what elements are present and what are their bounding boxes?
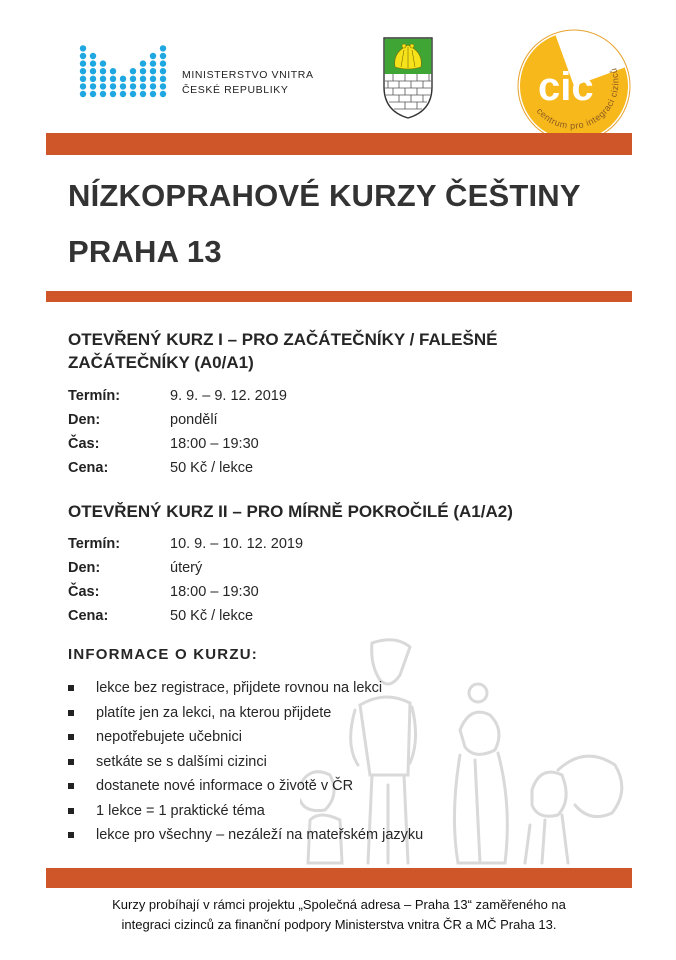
ministry-logo-icon xyxy=(78,42,168,98)
logo-dot xyxy=(100,68,106,74)
course-2-title: OTEVŘENÝ KURZ II – PRO MÍRNĚ POKROČILÉ (A1/A2) xyxy=(68,502,513,521)
ministry-name-line1: MINISTERSTVO VNITRA xyxy=(182,69,314,81)
logo-dot xyxy=(150,60,156,66)
logo-dot xyxy=(140,91,146,97)
ministry-name xyxy=(182,68,314,98)
term-label: Termín: xyxy=(68,536,121,552)
accent-bar-middle xyxy=(46,291,632,302)
term-label: Termín: xyxy=(68,388,121,404)
info-list-item xyxy=(68,701,423,726)
logo-dot xyxy=(160,53,166,59)
info-list-item xyxy=(68,676,423,701)
logo-dot xyxy=(100,60,106,66)
day-label: Den: xyxy=(68,560,101,576)
time-value: 18:00 – 19:30 xyxy=(170,436,259,452)
logo-dot xyxy=(110,83,116,89)
logo-dot xyxy=(150,83,156,89)
info-list-item xyxy=(68,774,423,799)
day-value: úterý xyxy=(170,560,203,576)
logo-dot xyxy=(140,60,146,66)
logo-dot xyxy=(160,76,166,82)
footer-line2: integraci cizinců za finanční podpory Ministerstva vnitra ČR a MČ Praha 13. xyxy=(121,917,557,932)
logo-dot xyxy=(80,60,86,66)
info-item-text: lekce bez registrace, přijdete rovnou na lekci xyxy=(96,680,383,696)
info-list-item xyxy=(68,725,423,750)
info-list-item xyxy=(68,799,423,824)
logo-dot xyxy=(130,83,136,89)
ministry-name-line2: ČESKÉ REPUBLIKY xyxy=(182,84,289,96)
logo-dot xyxy=(130,91,136,97)
logo-dot xyxy=(80,45,86,51)
price-value: 50 Kč / lekce xyxy=(170,460,254,476)
info-list xyxy=(68,676,423,848)
term-value: 10. 9. – 10. 12. 2019 xyxy=(170,536,304,552)
course-1-details xyxy=(68,384,287,480)
logo-dot xyxy=(90,76,96,82)
course-1-title: OTEVŘENÝ KURZ I – PRO ZAČÁTEČNÍKY / FALEŠNÉ ZAČÁTEČNÍKY (A0/A1) xyxy=(68,330,498,372)
logo-dot xyxy=(120,91,126,97)
time-label: Čas: xyxy=(68,436,100,452)
course-2-details xyxy=(68,532,303,628)
info-list-item xyxy=(68,823,423,848)
logo-dot xyxy=(90,83,96,89)
logo-dot xyxy=(160,91,166,97)
logo-dot xyxy=(90,68,96,74)
logo-dot xyxy=(150,76,156,82)
page-title xyxy=(68,168,581,280)
logo-dot xyxy=(90,53,96,59)
info-item-text: dostanete nové informace o životě v ČR xyxy=(96,778,354,794)
logo-dot xyxy=(90,91,96,97)
logo-dot xyxy=(150,91,156,97)
logo-dot xyxy=(160,83,166,89)
logo-dot xyxy=(100,91,106,97)
logo-dot xyxy=(130,76,136,82)
footer-line1: Kurzy probíhají v rámci projektu „Společná adresa – Praha 13“ zaměřeného na xyxy=(112,897,566,912)
info-item-text: setkáte se s dalšími cizinci xyxy=(96,753,267,770)
square-bullet-icon xyxy=(68,710,74,716)
time-label: Čas: xyxy=(68,584,100,600)
logo-dot xyxy=(80,53,86,59)
course-1-term-row xyxy=(68,384,287,408)
term-value: 9. 9. – 9. 12. 2019 xyxy=(170,388,287,404)
square-bullet-icon xyxy=(68,685,74,691)
square-bullet-icon xyxy=(68,832,74,838)
logo-dot xyxy=(120,83,126,89)
info-item-text: 1 lekce = 1 praktické téma xyxy=(96,802,265,819)
logo-dot xyxy=(130,68,136,74)
logo-dot xyxy=(110,76,116,82)
logo-dot xyxy=(110,91,116,97)
info-heading: INFORMACE O KURZU: xyxy=(68,646,258,663)
logo-dot xyxy=(80,91,86,97)
course-1-day-row xyxy=(68,408,287,432)
logo-dot xyxy=(80,68,86,74)
cic-ring-text: centrum pro integraci cizinců xyxy=(534,66,621,131)
info-item-text: lekce pro všechny – nezáleží na mateřském jazyku xyxy=(96,827,424,843)
logo-dot xyxy=(140,83,146,89)
square-bullet-icon xyxy=(68,759,74,765)
cic-logo-text: cic xyxy=(538,65,594,109)
logo-dot xyxy=(80,83,86,89)
logo-dot xyxy=(140,76,146,82)
square-bullet-icon xyxy=(68,783,74,789)
logo-dot xyxy=(100,83,106,89)
logo-dot xyxy=(150,68,156,74)
accent-bar-top xyxy=(46,133,632,155)
footer-note xyxy=(46,895,632,935)
logo-dot xyxy=(120,76,126,82)
price-label: Cena: xyxy=(68,460,109,476)
course-1-time-row xyxy=(68,432,287,456)
logo-dot xyxy=(100,76,106,82)
logo-dot xyxy=(150,53,156,59)
price-label: Cena: xyxy=(68,608,109,624)
course-2-price-row xyxy=(68,604,303,628)
day-value: pondělí xyxy=(170,412,218,428)
logo-dot xyxy=(90,60,96,66)
square-bullet-icon xyxy=(68,808,74,814)
page-title-line1: NÍZKOPRAHOVÉ KURZY ČEŠTINY xyxy=(68,178,581,213)
coat-of-arms-icon xyxy=(383,37,433,119)
accent-bar-bottom xyxy=(46,868,632,888)
logo-dot xyxy=(160,45,166,51)
course-2-day-row xyxy=(68,556,303,580)
info-list-item xyxy=(68,750,423,775)
logo-dot xyxy=(140,68,146,74)
logo-dot xyxy=(160,68,166,74)
course-2-time-row xyxy=(68,580,303,604)
logo-dot xyxy=(80,76,86,82)
course-2-term-row xyxy=(68,532,303,556)
price-value: 50 Kč / lekce xyxy=(170,608,254,624)
logo-dot xyxy=(160,60,166,66)
square-bullet-icon xyxy=(68,734,74,740)
info-item-text: platíte jen za lekci, na kterou přijdete xyxy=(96,704,332,721)
time-value: 18:00 – 19:30 xyxy=(170,584,259,600)
day-label: Den: xyxy=(68,412,101,428)
logo-dot xyxy=(110,68,116,74)
page-title-line2: PRAHA 13 xyxy=(68,234,222,269)
info-item-text: nepotřebujete učebnici xyxy=(96,729,242,745)
cic-logo-icon xyxy=(516,28,632,144)
course-1-price-row xyxy=(68,456,287,480)
